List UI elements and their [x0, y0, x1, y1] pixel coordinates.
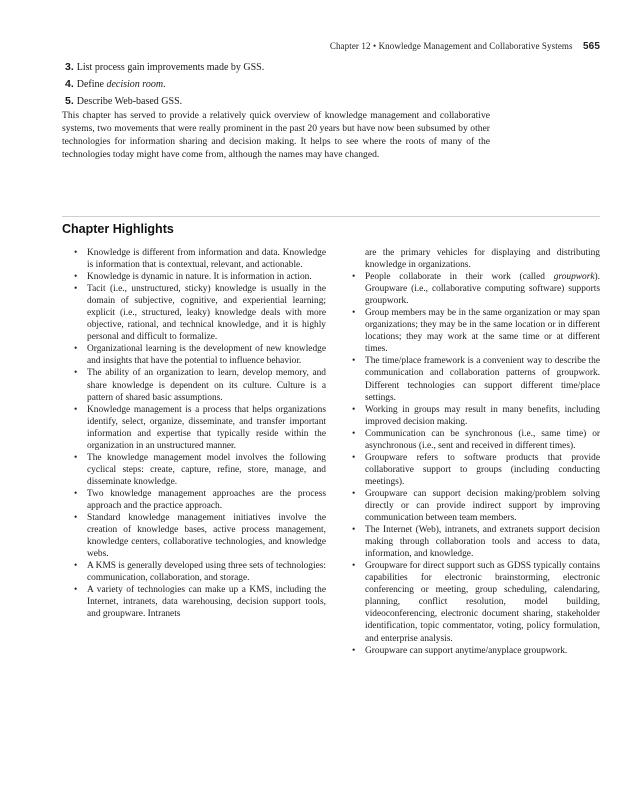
bullet-marker: • [352, 452, 356, 463]
section-divider [62, 216, 600, 217]
highlight-text: The time/place framework is a convenient way to describe the communication and collaboration patterns of groupwork. Different technologies can support different time/place settings. [365, 356, 600, 403]
bullet-marker: • [74, 404, 78, 415]
highlight-item [74, 271, 326, 283]
question-item [65, 59, 264, 76]
highlight-text: Communication can be synchronous (i.e., same time) or asynchronous (i.e., sent and received in different times). [365, 428, 600, 451]
question-text: Describe Web-based GSS. [76, 96, 183, 107]
chapter-title: Knowledge Management and Collaborative Systems [378, 41, 573, 51]
bullet-marker: • [352, 488, 356, 499]
bullet-marker: • [74, 368, 78, 379]
highlight-item [74, 488, 326, 512]
question-text-pre: Define [76, 79, 107, 90]
bullet-marker: • [352, 308, 356, 319]
highlight-text-pre: People collaborate in their work (called [365, 272, 554, 283]
highlight-item [352, 271, 600, 307]
highlight-text: A KMS is generally developed using three sets of technologies: communication, collaboration, and storage. [87, 561, 326, 584]
highlight-text: Knowledge is dynamic in nature. It is information in action. [87, 272, 312, 283]
highlight-text: Organizational learning is the development of new knowledge and insights that have the potential to influence behavior. [87, 344, 326, 367]
highlight-item [74, 512, 326, 560]
question-number: 3. [65, 61, 74, 73]
highlight-item [74, 452, 326, 488]
highlight-text-emphasis: groupwork [553, 272, 595, 283]
highlight-text: Tacit (i.e., unstructured, sticky) knowledge is usually in the domain of subjective, cognitive, and experiential learning; explicit (i.e., structured, leaky) knowledge deals with more objective, rational, and technical knowledge, and it is highly personal and difficult to formalize. [87, 284, 326, 343]
bullet-marker: • [352, 525, 356, 536]
highlight-text: The knowledge management model involves the following cyclical steps: create, capture, refine, store, manage, and disseminate knowledge. [87, 452, 326, 487]
highlight-item [74, 404, 326, 452]
highlight-item [74, 367, 326, 403]
highlight-text: A variety of technologies can make up a KMS, including the Internet, intranets, data warehousing, decision support tools, and groupware. Intranets [87, 585, 326, 620]
highlight-text-post: ). Groupware (i.e., collaborative computing software) supports groupwork. [365, 272, 600, 307]
highlight-text: Knowledge management is a process that helps organizations identify, select, organize, disseminate, and transfer important information and expertise that typically reside within the organization in an unstructured manner. [87, 404, 326, 451]
highlight-text: Group members may be in the same organization or may span organizations; they may be in the same location or in different locations; they may work at the same time or at different times. [365, 308, 600, 355]
highlight-text: Groupware can support decision making/problem solving directly or can provide indirect support by improving communication between team members. [365, 488, 600, 524]
chapter-label: Chapter 12 [329, 41, 371, 51]
bullet-marker: • [74, 585, 78, 596]
header-separator: • [372, 41, 377, 51]
bullet-marker: • [352, 645, 356, 656]
highlight-item [352, 488, 600, 524]
highlights-left-column [74, 247, 326, 620]
highlight-text: Two knowledge management approaches are the process approach and the practice approach. [87, 488, 326, 511]
highlight-item [74, 584, 326, 620]
question-number: 5. [65, 95, 74, 107]
review-questions [65, 59, 264, 110]
bullet-marker: • [74, 272, 78, 283]
bullet-marker: • [74, 248, 78, 258]
highlight-item [352, 452, 600, 488]
highlight-text: Knowledge is different from information and data. Knowledge is information that is contextual, relevant, and actionable. [87, 248, 326, 271]
highlight-item [352, 404, 600, 428]
question-text-post: . [163, 79, 166, 90]
highlight-item [74, 560, 326, 584]
bullet-marker: • [74, 452, 78, 463]
bullet-marker: • [352, 404, 356, 415]
highlight-item [74, 343, 326, 367]
highlight-text: The ability of an organization to learn, develop memory, and share knowledge is dependent on its culture. Culture is a pattern of shared basic assumptions. [87, 368, 326, 403]
section-title: Chapter Highlights [62, 222, 174, 236]
highlight-item [352, 645, 600, 657]
bullet-marker: • [352, 356, 356, 367]
bullet-marker: • [74, 488, 78, 499]
highlight-item [352, 355, 600, 403]
highlight-item [74, 247, 326, 271]
question-text-emphasis: decision room [106, 79, 164, 90]
bullet-marker: • [74, 513, 78, 524]
highlight-item [74, 283, 326, 343]
highlight-item [352, 307, 600, 355]
highlight-item [352, 560, 600, 644]
highlight-item [352, 428, 600, 452]
question-item [65, 76, 264, 93]
highlights-right-column [352, 247, 600, 657]
bullet-marker: • [74, 561, 78, 572]
highlight-text: are the primary vehicles for displaying and distributing knowledge in organizations. [365, 248, 600, 271]
bullet-marker: • [74, 284, 78, 295]
page-number: 565 [583, 41, 600, 52]
intro-paragraph: This chapter has served to provide a relatively quick overview of knowledge management and collaborative systems, two movements that were really prominent in the past 20 years but have now been subsumed by other technologies for information sharing and decision making. It helps to see where the roots of many of the technologies today might have come from, although the names may have changed. [62, 110, 490, 160]
highlight-continuation [352, 247, 600, 271]
highlight-text: Working in groups may result in many benefits, including improved decision making. [365, 404, 600, 427]
question-item [65, 93, 264, 110]
highlight-text: Groupware can support anytime/anyplace groupwork. [365, 645, 568, 656]
highlight-text: Groupware refers to software products that provide collaborative support to groups (including conducting meetings). [365, 452, 600, 487]
bullet-marker: • [352, 561, 356, 572]
bullet-marker: • [352, 272, 356, 283]
bullet-marker: • [352, 428, 356, 439]
question-text: List process gain improvements made by GSS. [76, 62, 265, 73]
highlight-text: The Internet (Web), intranets, and extranets support decision making through collaboration tools and access to data, information, and knowledge. [365, 525, 600, 560]
highlight-item [352, 524, 600, 560]
bullet-marker: • [74, 344, 78, 355]
highlight-text: Standard knowledge management initiatives involve the creation of knowledge bases, active process management, knowledge centers, collaborative technologies, and knowledge webs. [87, 513, 326, 560]
highlight-text: Groupware for direct support such as GDSS typically contains capabilities for electronic brainstorming, electronic conferencing or meeting, group scheduling, calendaring, planning, conflict resolution, model building, videoconferencing, electronic document sharing, stakeholder identification, topic commentator, voting, policy formulation, and enterprise analysis. [365, 561, 600, 644]
running-header [40, 41, 600, 52]
question-number: 4. [65, 78, 74, 90]
